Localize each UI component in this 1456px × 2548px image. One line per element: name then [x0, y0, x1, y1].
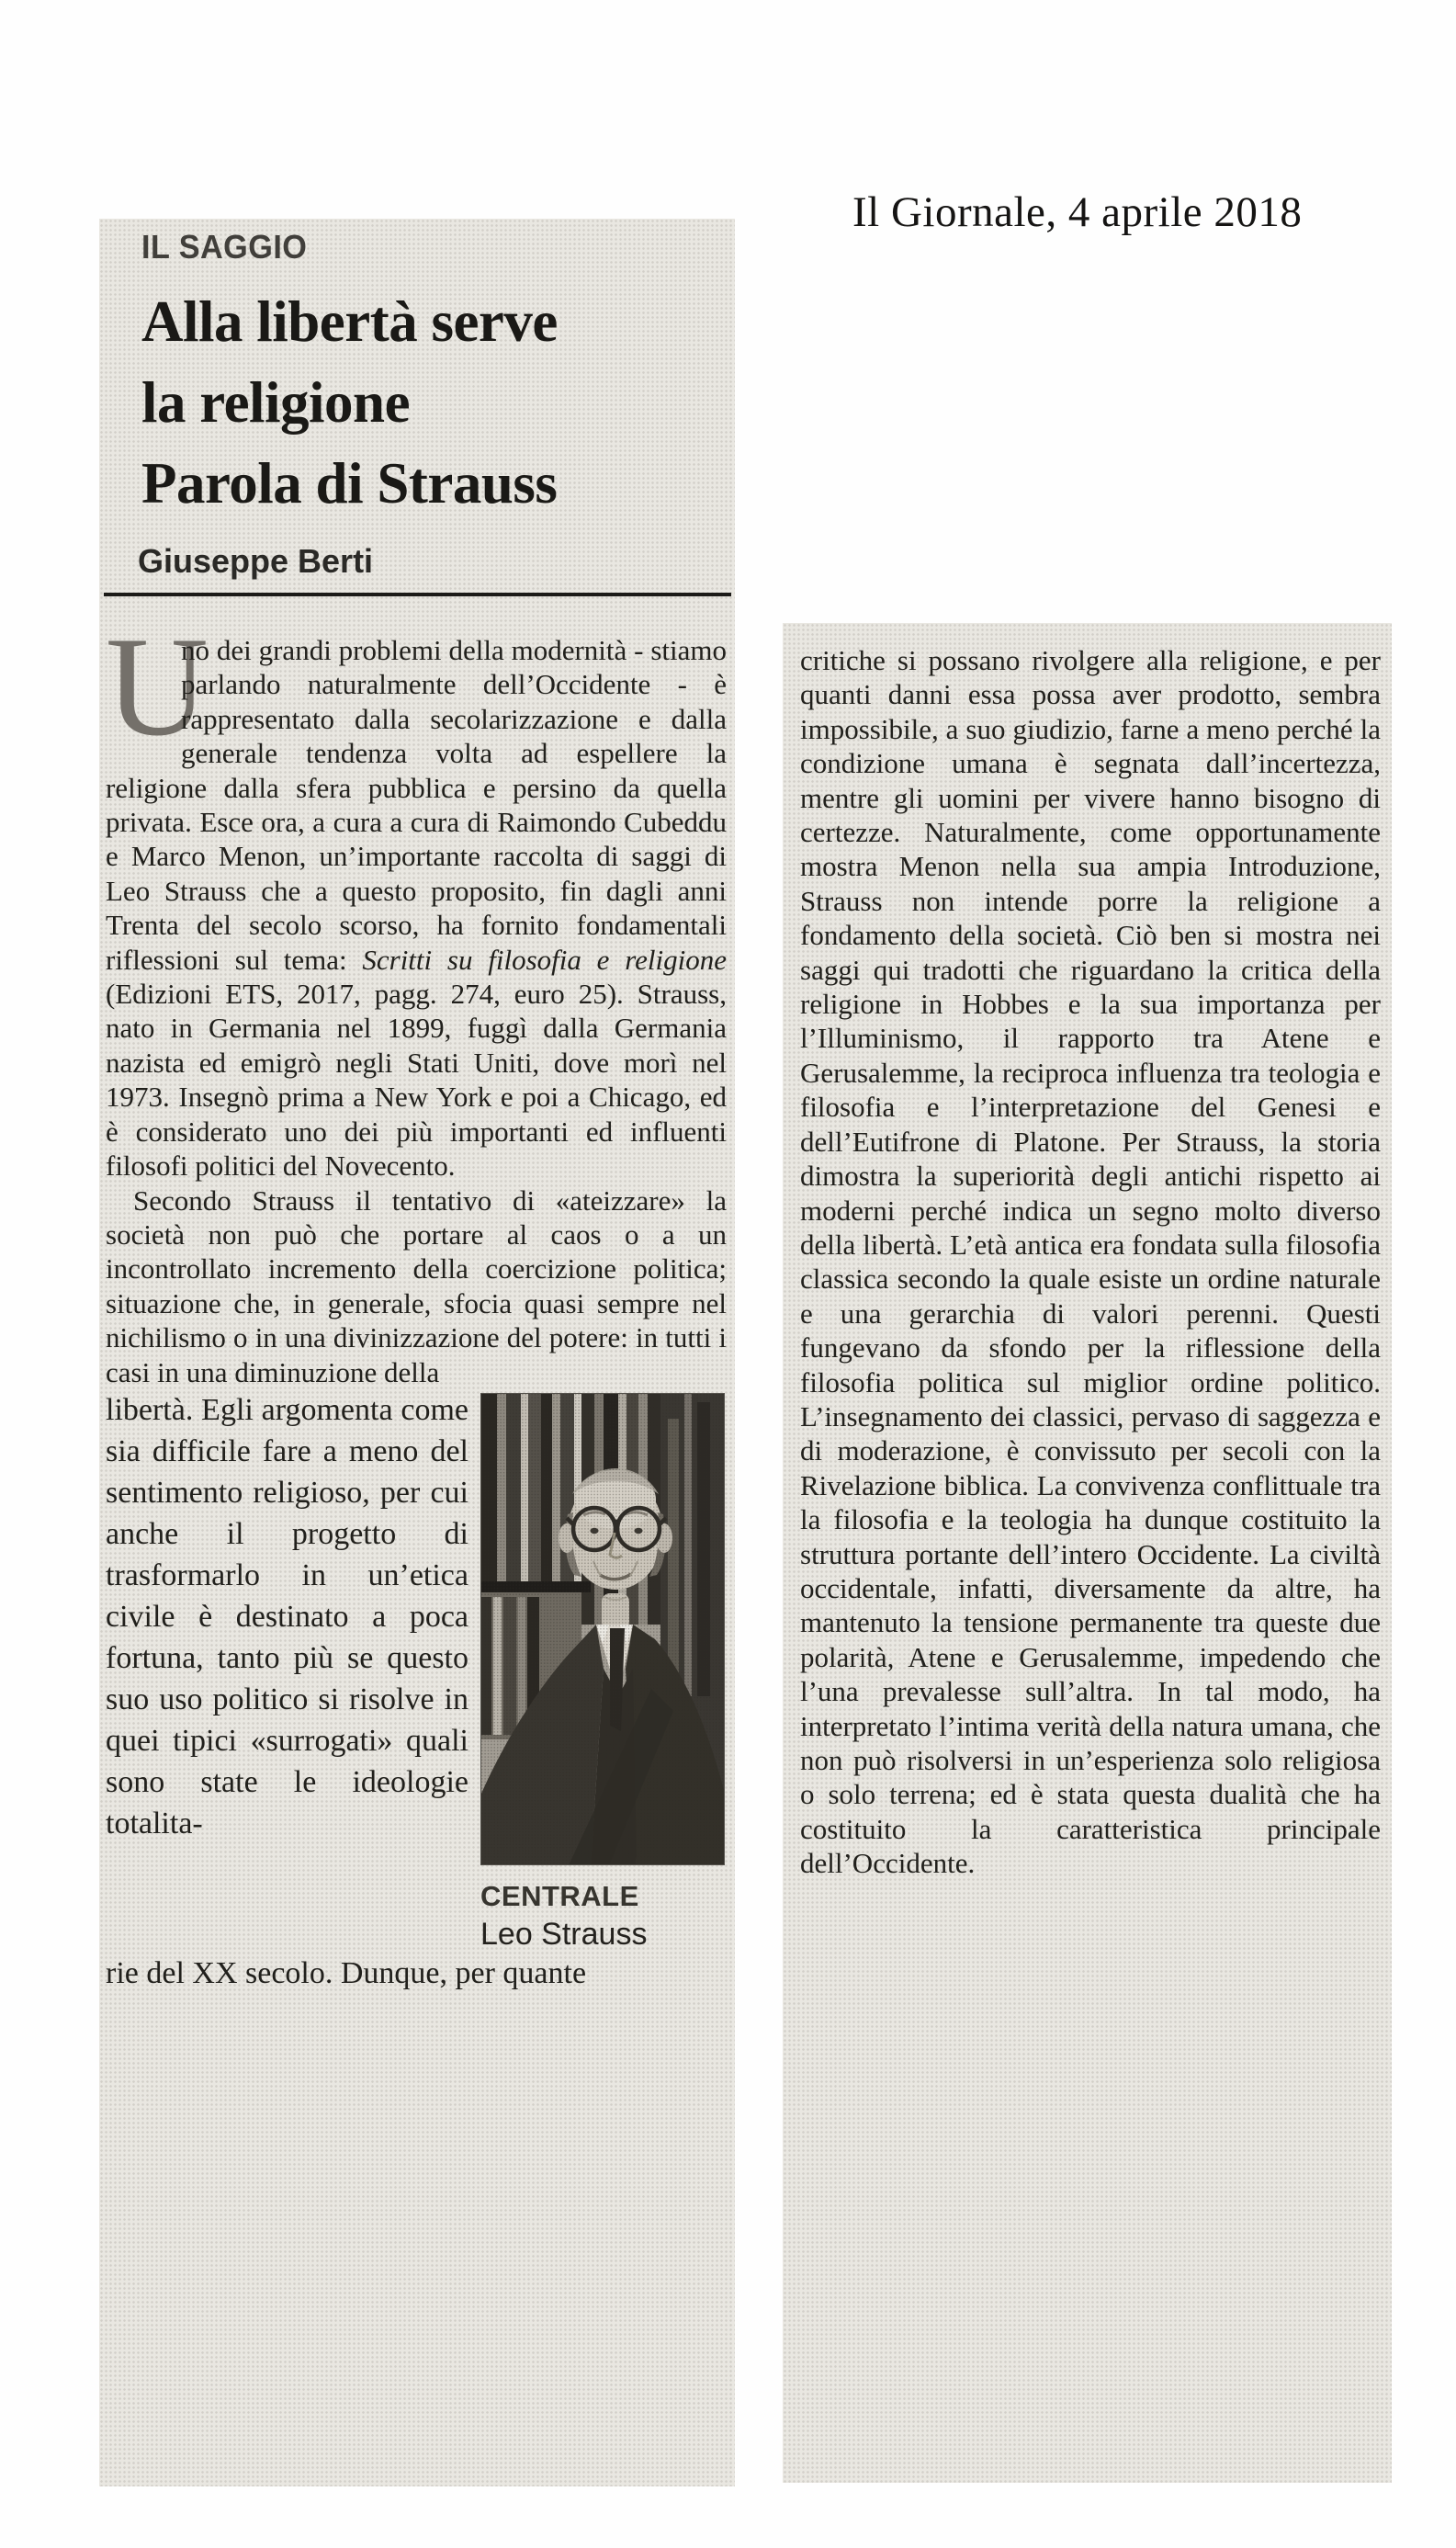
article-title-line: la religione [141, 370, 411, 435]
article-body-right [800, 643, 1381, 1881]
wrapped-text-column [106, 1389, 468, 1844]
section-kicker: IL SAGGIO [141, 228, 308, 266]
paragraph-1-text: no dei grandi problemi della modernità - stiamo parlando naturalmente dell’Occidente - è rappresentato dalla secolarizzazione e dalla generale tendenza volta ad espellere la religione dalla sfera pubblica e persino da quella privata. Esce ora, a cura a cura di Raimondo Cubeddu e Marco Menon, un’importante raccolta di saggi di Leo Strauss che a questo proposito, fin dagli anni Trenta del secolo scorso, ha fornito fondamentali riflessioni sul tema: [106, 634, 727, 976]
leo-strauss-photo-figure [480, 1393, 727, 1953]
photo-text-wrap [106, 1389, 727, 1953]
book-title-italic: Scritti su filosofia e religione [362, 943, 727, 976]
paragraph-2-tail: rie del XX secolo. Dunque, per quante [106, 1955, 587, 1990]
leo-strauss-photo [480, 1393, 725, 1865]
photo-caption [480, 1880, 727, 1953]
photo-caption-name: Leo Strauss [480, 1916, 648, 1952]
leo-strauss-portrait-illustration [480, 1393, 725, 1865]
article-title-line: Parola di Strauss [141, 451, 558, 515]
byline: Giuseppe Berti [138, 542, 374, 580]
paragraph-2-wrapped: libertà. Egli argomenta come sia difficile fare a meno del sentimento religioso, per cui anche il progetto di trasformarlo in un’etica civile è destinato a poca fortuna, tanto più se questo suo uso politico si risolve in quei tipici «surrogati» quali sono state le ideologie totalita- [106, 1392, 468, 1840]
paragraph-1-text: (Edizioni ETS, 2017, pagg. 274, euro 25). Strauss, nato in Germania nel 1899, fuggì dalla Germania nazista ed emigrò negli Stati Uniti, dove morì nel 1973. Insegnò prima a New York e poi a Chicago, ed è considerato uno dei più importanti ed influenti filosofi politici del Novecento. [106, 978, 727, 1183]
paragraph-1 [106, 607, 727, 1183]
article-body-left [106, 607, 727, 1994]
article-title-line: Alla libertà serve [141, 289, 558, 354]
photo-caption-kicker: CENTRALE [480, 1879, 639, 1912]
drop-cap: U [106, 607, 209, 765]
paragraph-2: Secondo Strauss il tentativo di «ateizzare» la società non può che portare al caos o a un incontrollato incremento della coercizione politica; situazione che, in generale, sfocia quasi sempre nel nichilismo o in una divinizzazione del potere: in tutti i casi in una diminuzione della [106, 1183, 727, 1388]
publication-date: Il Giornale, 4 aprile 2018 [852, 188, 1303, 236]
article-left-column [99, 219, 735, 2486]
article-right-column [783, 623, 1392, 2483]
article-title [141, 281, 735, 524]
paragraph-3: critiche si possano rivolgere alla religione, e per quanti danni essa possa aver prodotto, sembra impossibile, a suo giudizio, farne a meno perché la condizione umana è segnata dall’incertezza, mentre gli uomini per vivere hanno bisogno di certezze. Naturalmente, come opportunamente mostra Menon nella sua ampia Introduzione, Strauss non intende porre la religione a fondamento della società. Ciò ben si mostra nei saggi qui tradotti che riguardano la critica della religione in Hobbes e la sua importanza per l’Illuminismo, il rapporto tra Atene e Gerusalemme, la reciproca influenza tra teologia e filosofia e l’interpretazione del Genesi e dell’Eutifrone di Platone. Per Strauss, la storia dimostra la superiorità degli antichi rispetto ai moderni perché indica un segno molto diverso della libertà. L’età antica era fondata sulla filosofia classica secondo la quale esiste un ordine naturale e una gerarchia di valori perenni. Questi fungevano da sfondo per la riflessione della filosofia politica sul miglior ordine politico. L’insegnamento dei classici, pervaso di saggezza e di moderazione, è convissuto per secoli con la Rivelazione biblica. La convivenza conflittuale tra la filosofia e la teologia ha dunque costituito la struttura portante dell’intero Occidente. La civiltà occidentale, infatti, diversamente da altre, ha mantenuto la tensione permanente tra queste due polarità, Atene e Gerusalemme, impedendo che l’una prevalesse sull’altra. In tal modo, ha interpretato l’intima verità della natura umana, che non può risolversi in un’esperienza solo religiosa o solo terrena; ed è stata questa dualità che ha costituito la caratteristica principale dell’Occidente. [800, 644, 1381, 1880]
byline-rule [104, 593, 731, 596]
